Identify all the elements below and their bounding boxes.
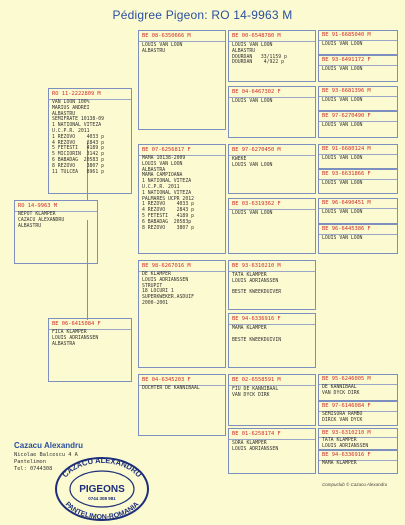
pigeon-details: SORA KLAMPER LOUIS ADRIANSSEN xyxy=(232,441,279,452)
ring-number: BE 93-6310210 M xyxy=(322,430,371,436)
pigeon-box-dds[interactable] xyxy=(228,374,316,426)
pigeon-details: LOUIS VAN LOON xyxy=(322,210,363,215)
copyright-note: Compuclub © Cazacu Alexandru xyxy=(322,482,388,487)
pigeon-details: DE KANNIBAAL VAN DYCK DIRK xyxy=(322,385,360,396)
pigeon-box-ssds[interactable] xyxy=(318,86,398,111)
pigeon-box-sss[interactable] xyxy=(228,30,316,82)
pigeon-details: FICA KLAMPER LOUIS ADRIANSSEN ALBASTRA xyxy=(52,330,99,347)
breeder-stamp xyxy=(52,455,152,523)
stamp-place: PANTELIMON-ROMANIA xyxy=(63,500,141,522)
pigeon-details: LOUIS VAN LOON xyxy=(322,67,363,72)
pigeon-box-ssdd[interactable] xyxy=(318,111,398,138)
svg-text:CAZACU ALEXANDRU xyxy=(61,456,144,479)
stamp-name: CAZACU ALEXANDRU xyxy=(60,455,144,480)
pigeon-box-dam-dam[interactable] xyxy=(138,374,226,436)
pigeon-box-sds[interactable] xyxy=(228,144,316,194)
pigeon-box-sssd[interactable] xyxy=(318,55,398,82)
ring-number: RO 11-2222809 M xyxy=(52,91,101,97)
pigeon-details: LOUIS VAN LOON ALBASTRU DOURDAN 33/1159 p DOURDAN 4/922 p xyxy=(232,43,287,66)
owner-address: Nicolae Balcescu 4 A Pantelimon Tel: 0744308 xyxy=(14,452,78,472)
pigeon-details: LOUIS VAN LOON xyxy=(322,98,363,103)
ring-number: BE 01-6258174 F xyxy=(232,431,281,437)
pigeon-box-dsd[interactable] xyxy=(228,313,316,368)
pigeon-box-sdss[interactable] xyxy=(318,144,398,169)
ring-number: BE 02-6558591 M xyxy=(232,377,281,383)
pigeon-details: MAMA KLAMPER xyxy=(322,461,357,466)
ring-number: BE 96-6445386 F xyxy=(322,226,371,232)
pigeon-details: LOUIS VAN LOON xyxy=(232,211,273,216)
pigeon-details: LOUIS VAN LOON xyxy=(322,123,363,128)
ring-number: BE 97-6270490 F xyxy=(322,113,371,119)
pigeon-details: FIU DE KANNIBAAL VAN DYCK DIRK xyxy=(232,387,279,398)
pigeon-box-dam-sire[interactable] xyxy=(138,260,226,368)
pigeon-details: SEMISORA RAMBO DIRCK VAN DYCK xyxy=(322,412,363,423)
pigeon-details: MAMA 10138-2009 LOUIS VAN LOON ALBASTRA MAMA CAMPIOANA 1 NATIONAL VITEZA U.C.P.R. 2011 1 NATIONAL VITEZA PALMARES UCPR 2012 1 REZOVO 4033 p 4 REZOVO 2843 p 5 FETESTI 4189 p 6 BABADAG 20583p 8 REZOVO 3807 p xyxy=(142,156,194,231)
ring-number: BE 03-6319362 F xyxy=(232,201,281,207)
ring-number: BE 94-6336916 F xyxy=(322,452,371,458)
ring-number: BE 93-6491172 F xyxy=(322,57,371,63)
pigeon-details: VAN LOON 100% MARIUS ANDREI ALBASTRU SEMIFRATE 10138-09 1 NATIONAL VITEZA U.C.P.R. 2011 1 REZOVO 4033 p 4 REZOVO 2843 p 5 FETESTI 4189 p 5 MICIORIN 3142 p 6 BABADAG 20583 p 8 REZOVO 3807 p 11 TULCEA 8961 p xyxy=(52,100,104,175)
ring-number: BE 93-6681396 M xyxy=(322,88,371,94)
pigeon-details: MAMA KLAMPER BESTE KWEEKDUIVIN xyxy=(232,326,282,343)
pigeon-box-sire-sire[interactable] xyxy=(138,30,226,130)
pigeon-details: KWEKE LOUIS VAN LOON xyxy=(232,157,273,168)
pigeon-details: LOUIS VAN LOON xyxy=(322,156,363,161)
ring-number: BE 04-6467302 F xyxy=(232,89,281,95)
pigeon-box-sire[interactable] xyxy=(48,88,132,194)
pigeon-box-sdd[interactable] xyxy=(228,198,316,254)
pigeon-box-ddss[interactable] xyxy=(318,374,398,401)
pigeon-details: LOUIS VAN LOON xyxy=(322,236,363,241)
ring-number: BE 97-6270450 M xyxy=(232,147,281,153)
pigeon-details: LOUIS VAN LOON xyxy=(232,99,273,104)
stamp-center: PIGEONS xyxy=(79,484,125,495)
pigeon-box-ssss[interactable] xyxy=(318,30,398,55)
ring-number: BE 91-6685040 M xyxy=(322,32,371,38)
pigeon-details: DOCHTER DE KANNIBAAL xyxy=(142,386,200,391)
pigeon-box-dam[interactable] xyxy=(48,318,132,382)
pigeon-box-dss[interactable] xyxy=(228,260,316,310)
ring-number: BE 98-6267016 M xyxy=(142,263,191,269)
pigeon-details: TATA KLAMPER LOUIS ADRIANSSEN BESTE KWEEKDUIVER xyxy=(232,273,282,296)
pigeon-box-ddds[interactable] xyxy=(318,428,398,450)
pigeon-details: DE KLAMPER LOUIS ADRIANSSEN STRUPIT 18 LOCURI 1 SUPERKWEKER.ASDUIF 2000-2001 xyxy=(142,272,194,306)
pigeon-details: NEPOT KLAMPER CAZACU ALEXANDRU ALBASTRU xyxy=(18,212,65,229)
pigeon-details: LOUIS VAN LOON xyxy=(322,181,363,186)
pigeon-box-dddd[interactable] xyxy=(318,450,398,474)
pigeon-details: TATA KLAMPER LOUIS ADRIANSSEN xyxy=(322,438,369,449)
pigeon-box-sire-dam[interactable] xyxy=(138,144,226,254)
ring-number: BE 95-6246005 M xyxy=(322,376,371,382)
ring-number: BE 93-6310210 M xyxy=(232,263,281,269)
pigeon-details: LOUIS VAN LOON ALBASTRU xyxy=(142,43,183,54)
page-title: Pédigree Pigeon: RO 14-9963 M xyxy=(112,8,293,22)
pigeon-box-ddd[interactable] xyxy=(228,428,316,474)
ring-number: BE 08-6350666 M xyxy=(142,33,191,39)
ring-number: BE 07-6256817 F xyxy=(142,147,191,153)
ring-number: RO 14-9963 M xyxy=(18,203,57,209)
pigeon-box-sdds[interactable] xyxy=(318,198,398,224)
ring-number: BE 00-6548780 M xyxy=(232,33,281,39)
pigeon-box-ssd[interactable] xyxy=(228,86,316,138)
svg-text:PANTELIMON-ROMANIA xyxy=(64,501,141,521)
ring-number: BE 93-6631866 F xyxy=(322,171,371,177)
ring-number: BE 91-6680124 M xyxy=(322,146,371,152)
ring-number: BE 97-6146084 F xyxy=(322,403,371,409)
stamp-phone: 0744 308 981 xyxy=(88,496,116,501)
pigeon-box-sdsd[interactable] xyxy=(318,169,398,194)
pigeon-details: LOUIS VAN LOON xyxy=(322,42,363,47)
ring-number: BE 94-6336916 F xyxy=(232,316,281,322)
pigeon-box-subject[interactable] xyxy=(14,200,98,264)
ring-number: BE 96-6490451 M xyxy=(322,200,371,206)
ring-number: BE 06-6415084 F xyxy=(52,321,101,327)
pigeon-box-sddd[interactable] xyxy=(318,224,398,254)
owner-name: Cazacu Alexandru xyxy=(14,441,84,450)
ring-number: BE 04-6345203 F xyxy=(142,377,191,383)
pigeon-box-ddsd[interactable] xyxy=(318,401,398,426)
